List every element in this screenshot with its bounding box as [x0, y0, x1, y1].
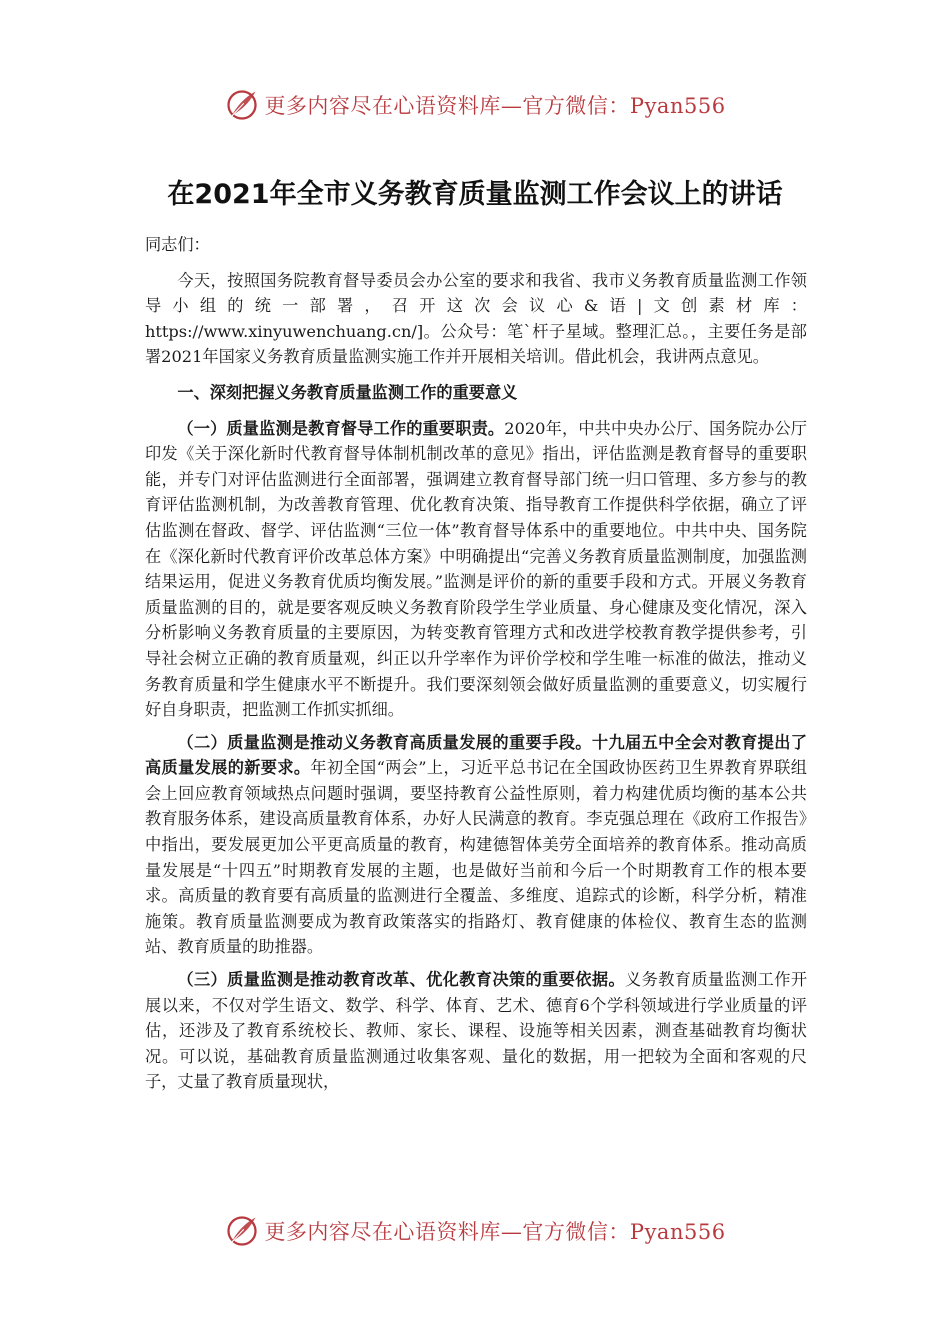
subsection-3-body: 义务教育质量监测工作开展以来，不仅对学生语文、数学、科学、体育、艺术、德育6个学科领域进行学业质量的评估，还涉及了教育系统校长、教师、家长、课程、设施等相关因素，测查基础教育均衡状况。可以说，基础教育质量监测通过收集客观、量化的数据，用一把较为全面和客观的尺子，丈量了教育质量现状， — [145, 970, 808, 1092]
subsection-3-paragraph — [145, 967, 807, 1095]
document-title: 在2021年全市义务教育质量监测工作会议上的讲话 — [167, 179, 783, 210]
subsection-1-lead: （一）质量监测是教育督导工作的重要职责。 — [177, 418, 505, 438]
subsection-1-paragraph — [145, 416, 807, 723]
subsection-1-body: 2020年，中共中央办公厅、国务院办公厅印发《关于深化新时代教育督导体制机制改革的意见》指出，评估监测是教育督导的重要职能，并专门对评估监测进行全面部署，强调建立教育督导部门统一归口管理、多方参与的教育评估监测机制，为改善教育管理、优化教育决策、指导教育工作提供科学依据，确立了评估监测在督政、督学、评估监测“三位一体”教育督导体系中的重要地位。中共中央、国务院在《深化新时代教育评价改革总体方案》中明确提出“完善义务教育质量监测制度，加强监测结果运用，促进义务教育优质均衡发展。”监测是评价的新的重要手段和方式。开展义务教育质量监测的目的，就是要客观反映义务教育阶段学生学业质量、身心健康及变化情况，深入分析影响义务教育质量的主要原因，为转变教育管理方式和改进学校教育教学提供参考，引导社会树立正确的教育质量观，纠正以升学率作为评价学校和学生唯一标准的做法，推动义务教育质量和学生健康水平不断提升。我们要深刻领会做好质量监测的重要意义，切实履行好自身职责，把监测工作抓实抓细。 — [145, 418, 807, 720]
subsection-3-lead: （三）质量监测是推动教育改革、优化教育决策的重要依据。 — [177, 970, 626, 990]
section-heading-1: 一、深刻把握义务教育质量监测工作的重要意义 — [177, 382, 518, 402]
header-banner-text: 更多内容尽在心语资料库—官方微信：Pyan556 — [264, 94, 726, 118]
footer-banner-text: 更多内容尽在心语资料库—官方微信：Pyan556 — [264, 1220, 726, 1244]
document-body — [145, 232, 807, 1102]
footer-watermark-banner — [0, 1206, 950, 1256]
feather-pen-logo-icon — [224, 87, 260, 123]
subsection-2-lead: （二）质量监测是推动义务教育高质量发展的重要手段。十九届五中全会对教育提出了高质量发展的新要求。 — [145, 732, 807, 778]
greeting: 同志们： — [145, 235, 210, 254]
feather-pen-logo-icon — [224, 1213, 260, 1249]
subsection-2-paragraph — [145, 730, 807, 960]
intro-paragraph: 今天，按照国务院教育督导委员会办公室的要求和我省、我市义务教育质量监测工作领导小组的统一部署，召开这次会议心&语|文创素材库：https://www.xinyuwenchuang.cn/]。公众号：笔`杆子星域。整理汇总。，主要任务是部署2021年国家义务教育质量监测实施工作并开展相关培训。借此机会，我讲两点意见。 — [145, 270, 807, 367]
subsection-2-body: 年初全国“两会”上，习近平总书记在全国政协医药卫生界教育界联组会上回应教育领域热点问题时强调，要坚持教育公益性原则，着力构建优质均衡的基本公共教育服务体系，建设高质量教育体系，办好人民满意的教育。李克强总理在《政府工作报告》中指出，要发展更加公平更高质量的教育，构建德智体美劳全面培养的教育体系。推动高质量发展是“十四五”时期教育发展的主题，也是做好当前和今后一个时期教育工作的根本要求。高质量的教育要有高质量的监测进行全覆盖、多维度、追踪式的诊断，科学分析，精准施策。教育质量监测要成为教育政策落实的指路灯、教育健康的体检仪、教育生态的监测站、教育质量的助推器。 — [145, 758, 807, 957]
header-watermark-banner — [0, 80, 950, 130]
